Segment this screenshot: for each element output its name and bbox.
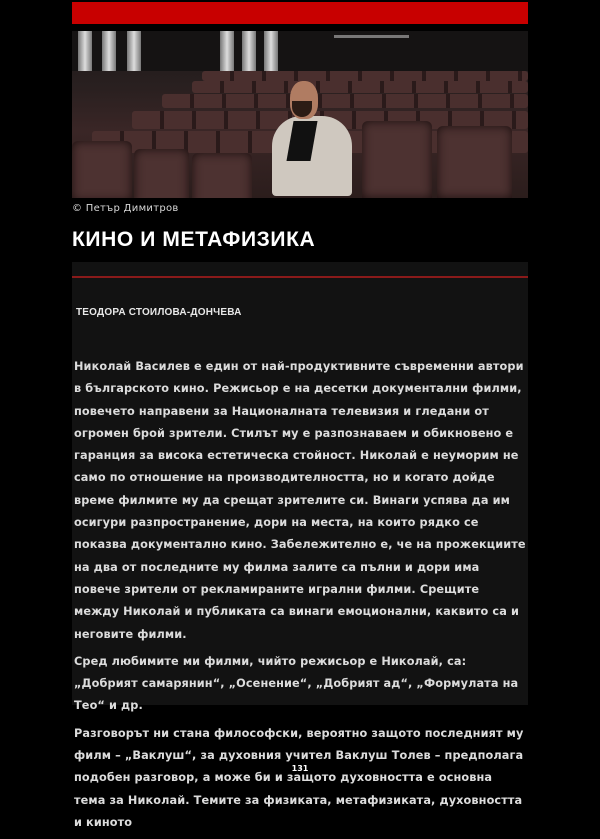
- photo-wall-light: [127, 31, 141, 71]
- photo-wall-light: [102, 31, 116, 71]
- photo-seat: [192, 153, 252, 198]
- title-divider: [72, 276, 528, 278]
- photo-seat-row: [192, 81, 528, 93]
- photo-seat: [134, 149, 189, 198]
- photo-wall-light: [264, 31, 278, 71]
- photo-seat-row: [162, 94, 528, 108]
- photo-seat: [437, 126, 512, 198]
- article-title: КИНО И МЕТАФИЗИКА: [72, 228, 316, 251]
- article-paragraph: Разговорът ни стана философски, вероятно защото последният му филм – „Ваклуш“, за духовния учител Ваклуш Толев – предполага подобен разговор, а може би и защото духовността е основна тема за Николай. Темите за физиката, метафизиката, духовността и киното: [74, 726, 524, 829]
- photo-ceiling-lights: [334, 35, 409, 38]
- page-number: 131: [291, 764, 309, 773]
- photo-seat: [362, 121, 432, 198]
- photo-wall-light: [78, 31, 92, 71]
- photo-wall-light: [220, 31, 234, 71]
- article-author: ТЕОДОРА СТОИЛОВА-ДОНЧЕВА: [76, 307, 242, 318]
- article-photo: [72, 31, 528, 198]
- header-accent-bar: [72, 2, 528, 24]
- photo-seat-row: [202, 71, 528, 81]
- photo-credit: © Петър Димитров: [72, 203, 179, 214]
- photo-wall-light: [242, 31, 256, 71]
- article-paragraph: Сред любимите ми филми, чийто режисьор е Николай, са: „Добрият самарянин“, „Осенение“, „Добрият ад“, „Формулата на Тео“ и др.: [74, 654, 519, 713]
- article-paragraph: Николай Василев е един от най-продуктивните съвременни автори в българското кино. Режисьор е на десетки документални филми, повечето направени за Националната телевизия и гледани от огромен брой зрители. Стилът му е разпознаваем и обикновено е гаранция за висока естетическа стойност. Николай е неуморим не само по отношение на производителността, но и когато дойде време филмите му да срещат зрителите си. Винаги успява да им осигури разпространение, дори на места, на които рядко се показва документално кино. Забележително е, че на прожекциите на два от последните му филма залите са пълни и дори има повече зрители от рекламираните игрални филми. Срещите между Николай и публиката са винаги емоционални, каквито са и неговите филми.: [74, 360, 526, 641]
- photo-seat: [72, 141, 132, 198]
